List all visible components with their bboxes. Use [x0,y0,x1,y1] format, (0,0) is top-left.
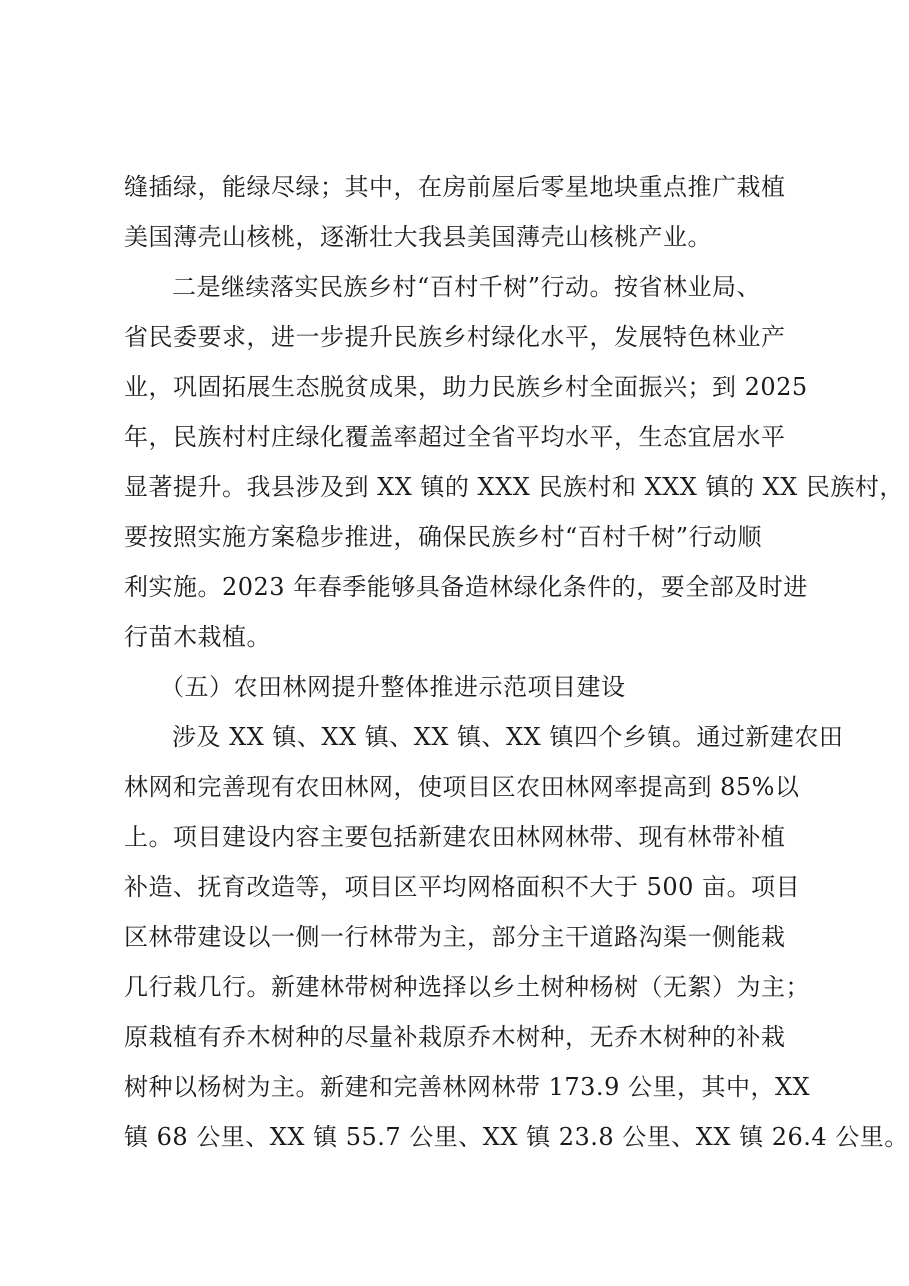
text-line: 二是继续落实民族乡村“百村千树”行动。按省林业局、 [172,273,762,301]
text-line: 利实施。2023 年春季能够具备造林绿化条件的，要全部及时进 [124,573,808,601]
text-line: 年，民族村村庄绿化覆盖率超过全省平均水平，生态宜居水平 [124,423,786,451]
text-line: 美国薄壳山核桃，逐渐壮大我县美国薄壳山核桃产业。 [124,223,712,251]
text-line: 省民委要求，进一步提升民族乡村绿化水平，发展特色林业产 [124,323,786,351]
text-line: 涉及 XX 镇、XX 镇、XX 镇、XX 镇四个乡镇。通过新建农田 [172,723,844,751]
text-line: 树种以杨树为主。新建和完善林网林带 173.9 公里，其中，XX [124,1073,811,1101]
text-line: 行苗木栽植。 [124,623,271,651]
text-line: 缝插绿，能绿尽绿；其中，在房前屋后零星地块重点推广栽植 [124,173,786,201]
text-line: 显著提升。我县涉及到 XX 镇的 XXX 民族村和 XXX 镇的 XX 民族村， [124,473,904,501]
text-line: 林网和完善现有农田林网，使项目区农田林网率提高到 85%以 [124,773,800,801]
text-line: 要按照实施方案稳步推进，确保民族乡村“百村千树”行动顺 [124,523,763,551]
text-line: 上。项目建设内容主要包括新建农田林网林带、现有林带补植 [124,823,786,851]
text-line: 原栽植有乔木树种的尽量补栽原乔木树种，无乔木树种的补栽 [124,1023,786,1051]
text-line: 业，巩固拓展生态脱贫成果，助力民族乡村全面振兴；到 2025 [124,373,808,401]
text-line: 镇 68 公里、XX 镇 55.7 公里、XX 镇 23.8 公里、XX 镇 26.4 公里。 [124,1123,909,1151]
text-line: 区林带建设以一侧一行林带为主，部分主干道路沟渠一侧能栽 [124,923,786,951]
text-line: 几行栽几行。新建林带树种选择以乡土树种杨树（无絮）为主； [124,973,810,1001]
section-heading: （五）农田林网提升整体推进示范项目建设 [160,673,626,701]
text-line: 补造、抚育改造等，项目区平均网格面积不大于 500 亩。项目 [124,873,801,901]
